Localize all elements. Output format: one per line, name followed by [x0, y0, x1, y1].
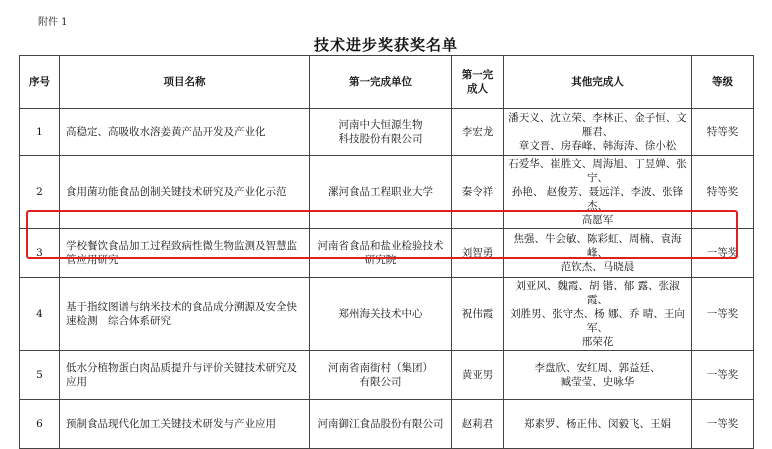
cell-others: [504, 156, 692, 229]
cell-project: 高稳定、高吸收水溶姜黄产品开发及产业化: [60, 109, 310, 156]
cell-others: [504, 229, 692, 278]
document-title: 技术进步奖获奖名单: [313, 36, 458, 54]
cell-others-line1: 石爱华、崔胜文、周海旭、丁昱婵、张宁、: [508, 158, 687, 184]
cell-unit-line1: 河南御江食品股份有限公司: [317, 418, 444, 430]
cell-others-line1: 李盘欣、安红周、郭益廷、: [534, 362, 661, 374]
table-row: [20, 400, 754, 449]
cell-person: 李宏龙: [452, 109, 504, 156]
cell-unit-line2: 有限公司: [359, 376, 402, 388]
cell-grade: 特等奖: [692, 109, 754, 156]
cell-unit: [310, 351, 452, 400]
cell-no: 4: [20, 278, 60, 351]
cell-others: [504, 278, 692, 351]
cell-person: 祝伟霞: [452, 278, 504, 351]
header-no: 序号: [20, 56, 60, 109]
cell-others: [504, 400, 692, 449]
header-grade: 等级: [692, 56, 754, 109]
cell-grade: 一等奖: [692, 229, 754, 278]
table-row: [20, 229, 754, 278]
cell-project: 学校餐饮食品加工过程致病性微生物监测及智慧监管应用研究: [60, 229, 310, 278]
cell-others-line2: 范钦杰、马晓晨: [560, 261, 635, 273]
table-header-row: [20, 56, 754, 109]
cell-others-line1: 潘天义、沈立荣、李林正、金子恒、文雁君、: [508, 112, 687, 138]
cell-no: 3: [20, 229, 60, 278]
cell-others: [504, 109, 692, 156]
cell-unit: [310, 229, 452, 278]
cell-others: [504, 351, 692, 400]
cell-project: 基于指纹图谱与纳米技术的食品成分溯源及安全快速检测 综合体系研究: [60, 278, 310, 351]
cell-grade: 一等奖: [692, 278, 754, 351]
header-others: 其他完成人: [504, 56, 692, 109]
cell-unit: [310, 278, 452, 351]
cell-unit-line1: 河南省食品和盐业检验技术: [317, 240, 444, 252]
cell-unit-line1: 郑州海关技术中心: [338, 308, 423, 320]
cell-grade: 一等奖: [692, 400, 754, 449]
header-first-person-line1: 第一完: [461, 69, 494, 81]
cell-others-line1: 郑素罗、杨正伟、闵毅飞、王娟: [524, 418, 671, 430]
cell-others-line3: 邢荣花: [581, 336, 614, 348]
cell-grade: 特等奖: [692, 156, 754, 229]
header-first-unit: 第一完成单位: [310, 56, 452, 109]
attachment-label: 附件 1: [38, 17, 68, 28]
cell-others-line2: 臧莹莹、史咏华: [560, 376, 635, 388]
header-project: 项目名称: [60, 56, 310, 109]
cell-person: 黄亚男: [452, 351, 504, 400]
cell-others-line3: 高愿军: [581, 214, 614, 226]
cell-unit: [310, 156, 452, 229]
cell-unit-line2: 科技股份有限公司: [338, 133, 423, 145]
cell-project: 预制食品现代化加工关键技术研发与产业应用: [60, 400, 310, 449]
cell-no: 5: [20, 351, 60, 400]
header-first-person: [452, 56, 504, 109]
cell-unit: [310, 109, 452, 156]
cell-others-line2: 章文晋、房春峰、韩海涛、徐小松: [518, 140, 677, 152]
cell-no: 6: [20, 400, 60, 449]
cell-project: 食用菌功能食品创制关键技术研究及产业化示范: [60, 156, 310, 229]
cell-unit-line1: 河南省南街村（集团）: [328, 362, 433, 374]
cell-others-line1: 焦强、牛会敏、陈彩虹、周楠、袁海峰、: [513, 233, 682, 259]
cell-unit-line1: 漯河食品工程职业大学: [328, 186, 433, 198]
cell-person: 秦令祥: [452, 156, 504, 229]
header-first-person-line2: 成人: [467, 83, 488, 95]
cell-unit: [310, 400, 452, 449]
table-row: [20, 351, 754, 400]
cell-no: 1: [20, 109, 60, 156]
cell-grade: 一等奖: [692, 351, 754, 400]
cell-others-line2: 孙艳、 赵俊芳、聂远洋、李波、张锋杰、: [511, 186, 684, 212]
cell-person: 赵莉君: [452, 400, 504, 449]
cell-no: 2: [20, 156, 60, 229]
cell-unit-line2: 研究院: [364, 254, 397, 266]
cell-unit-line1: 河南中大恒源生物: [338, 119, 423, 131]
awards-table: [19, 55, 754, 449]
table-row: [20, 109, 754, 156]
cell-project: 低水分植物蛋白肉品质提升与评价关键技术研究及应用: [60, 351, 310, 400]
cell-others-line1: 刘亚风、魏霞、胡 锴、郁 露、张淑霞、: [515, 280, 680, 306]
cell-others-line2: 刘胜男、张守杰、杨 娜、乔 晴、王向军、: [510, 308, 685, 334]
table-row: [20, 278, 754, 351]
table-row: [20, 156, 754, 229]
cell-person: 刘智勇: [452, 229, 504, 278]
